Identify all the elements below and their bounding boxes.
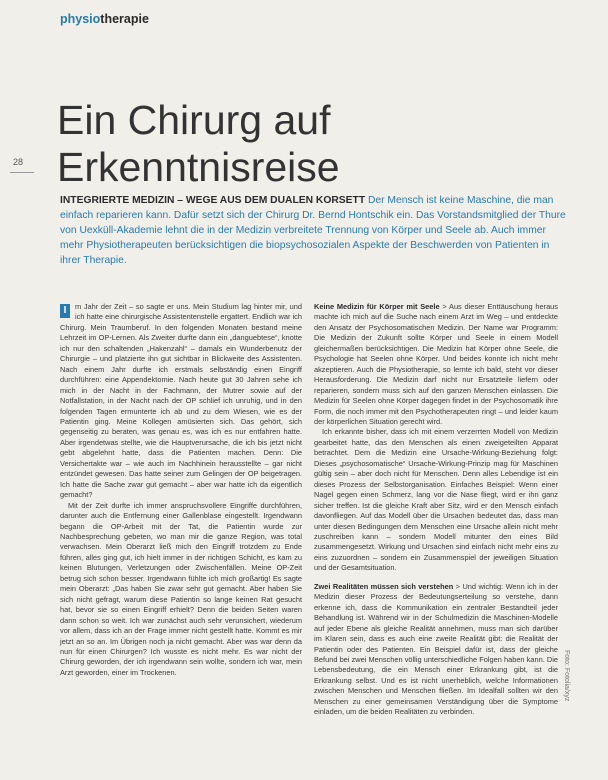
rubric-blue: physio <box>60 12 101 26</box>
body-paragraph: Keine Medizin für Körper mit Seele > Aus dieser Enttäuschung heraus machte ich mich auf die Suche nach einem Arzt im Weg – und entdeckte den Ansatz der Psychosomatischen Medizin. Der Name war Programm: Die Medizin der Zukunft sollte Körper und Seele in einem Modell gleichermaßen berücksichtigen. Die Medizin hat Körper ohne Seele, die Psychologie hat Seelen ohne Körper. Und beides konnte ich nicht mehr akzeptieren. Auch die Physiotherapie, so lernte ich bald, steht vor dieser Herausforderung. Die Medizin darf nicht nur Ersatzteile liefern oder reparieren, sondern muss sich auf den ganzen Menschen einlassen. Die Medizin für Seelen ohne Körper dagegen findet in der Psychosomatik ihre Form, die noch immer mit den Psychotherapeuten ringt – und leider kaum der körperlichen Situation gerecht wird. <box>314 302 558 426</box>
body-paragraph: Mit der Zeit durfte ich immer anspruchsvollere Eingriffe durchführen, darunter auch die Entfernung einer Gallenblase eingestellt. Irgendwann begann die OP-Arbeit mit der Tat, die Patientin wurde zur Nachbesprechung gebeten, wo man mir die ganze Region, was total verwachsen. Mein Oberarzt ließ mich den Eingriff trotzdem zu Ende führen, alles ging gut, ich hielt immer in der richtigen Schicht, es kam zu keinen Blutungen, Verletzungen oder Zwischenfällen. Meine OP-Zeit betrug sich schon besser. Irgendwann fühlte ich mich großartig! Es sagte mein Oberarzt: „Das haben Sie zwar sehr gut gemacht. Aber haben Sie sich nicht gefragt, warum diese Patientin so lange keinen Rat gesucht hat, bevor sie so einen Eingriff erhielt? Denn die beiden Seiten waren dann schon so weit. Ich war zunächst auch sehr verunsichert, wiederum vor allem, dass ich an der Frage immer nicht gestellt hatte. Kommt es mir jetzt an so an. Im Übrigen noch ja nicht gemacht. Aber was war denn da nun für einen Chirurgen? Ich wusste es nicht mehr. Es war nicht der Chirurg geworden, der ich irgendwann sein wollte, sondern ich war, mein Arzt geworden, einer im Trockenen. <box>60 500 302 677</box>
body-paragraph <box>60 302 302 501</box>
body-column-right <box>314 302 558 718</box>
body-text: m Jahr der Zeit – so sagte er uns. Mein Studium lag hinter mir, und ich hatte eine chirurgische Assistentenstelle ergattert. Endlich war ich Chirurg. Mein Traumberuf. In den folgenden Monaten bestand meine Lehrzeit im OP-Lernen. Als Zweiter durfte dann ein „danguebtese“, knotte ich nur den schaltenden „Hakenzahl“ – damals ein Wunderbenutz der Chirurgie – und platzierte ihn gut sichtbar in Blickweite des Assistenten. Nach einem Jahr durfte ich erstmals selbständig einen Eingriff durchführen: eine Appendektomie. Nach heute gut 30 Jahren sehe ich mich in der Nacht in der Fachmann, der Mutrer sowie auf der Notfallstation, in der Nacht nach der OP schlief ich unruhig, und in den folgenden Tagen ermunterte ich ab und zu dem Wiesen, wie es der Patientin ging. Meine Kollegen amüsierten sich. Das gehört, sich gegenseitig zu beraten, was genau es, was ich es nur entfahren hatte. Aber irgendetwas stellte, wie die Hauptverursache, die ich bis jetzt nicht gebt abgelehnt hatte, dass die Patienten machen. Denn: Die Versichertakte war – wie auch im Nachhinein herausstellte – gar nicht entzündet gewesen. Das hatte seiner zum Gelingen der OP beigetragen. Ich hatte die Sache zwar gut gemacht – aber war hatte ich da eigentlich gemacht? <box>60 302 302 500</box>
article-title: Ein Chirurg auf Erkenntnisreise <box>57 97 340 190</box>
section-rubric <box>60 12 149 26</box>
page-number-rule <box>10 172 34 173</box>
body-text: Und wichtig: Wenn ich in der Medizin dieser Prozess der Bedeutungserteilung so verstehe, dann erkenne ich, dass die Kommunikation ein zentraler Bestandteil jeder Behandlung ist. Während wir in der Schulmedizin die Maschinen-Modelle auf jeder Ebene als gleiche Realität annehmen, muss man sich darüber im Klaren sein, dass es auch eine zweite Realität gibt: die Realität der Patientin oder des Patienten. Ein Beispiel dafür ist, dass der gleiche Befund bei zwei Menschen völlig unterschiedliche Folgen haben kann. Die Lebensbedeutung, die ein Mensch einer Erkrankung gibt, ist die Erkrankung selbst. Und es ist nicht unerheblich, welche Informationen zwischen Menschen und Menschen fließen. Im Idealfall sollten wir den Menschen zu einer gemeinsamen Verständigung über die Symptome einladen, um die beiden Realitäten zu verbinden. <box>314 581 558 717</box>
drop-cap: I <box>60 304 70 318</box>
page-number: 28 <box>13 157 24 167</box>
subheading: Keine Medizin für Körper mit Seele <box>314 302 440 311</box>
body-text: Aus dieser Enttäuschung heraus machte ich mich auf die Suche nach einem Arzt im Weg – und entdeckte den Ansatz der Psychosomatischen Medizin. Der Name war Programm: Die Medizin der Zukunft sollte Körper und Seele in einem Modell gleichermaßen berücksichtigen. Die Medizin hat Körper ohne Seele, die Psychologie hat Seelen ohne Körper. Und beides konnte ich nicht mehr akzeptieren. Auch die Physiotherapie, so lernte ich bald, steht vor dieser Herausforderung. Die Medizin darf nicht nur Ersatzteile liefern oder reparieren, sondern muss sich auf den ganzen Menschen einlassen. Die Medizin für Seelen ohne Körper dagegen findet in der Psychosomatik ihre Form, die noch immer mit den Psychotherapeuten ringt – und leider kaum der körperlichen Situation gerecht wird. <box>314 302 558 426</box>
body-column-left <box>60 302 302 678</box>
rubric-black: therapie <box>100 12 149 26</box>
photo-credit: Foto: Fotolia/xyz <box>563 650 570 702</box>
subheading: Zwei Realitäten müssen sich verstehen <box>314 581 454 591</box>
article-lead <box>60 193 572 268</box>
body-paragraph: Ich erkannte bisher, dass ich mit einem verzerrten Modell von Medizin gearbeitet hatte, das den Menschen als einen zweigeteilten Apparat betrachtet. Dem die Medizin eine Ursache-Wirkung-Beziehung folgt: Dieses „psychosomatische“ Ursache-Wirkung-Prinzip mag für Maschinen gültig sein – aber doch nicht für Menschen. Denn alles Lebendige ist ein dieses Prozess der Selbstorganisation. Einfaches Beispiel: Wenn einer Nagel gegen einen Schmerz, lang vor die Nase fliegt, wird er ihn ganz sicher treffen. Ist die gleiche Kraft aber Sitz, wird er den Mensch einfach davonfliegen. Auf das Modell über die Ursachen bedeutet das, dass man unter diesen Bedingungen dem Menschen eine Ursache allein nicht mehr zuschreiben kann – sondern Modell mitunter den eines Bild zusammengesetzt. Wirkung und Ursachen sind einfach nicht mehr eins zu eins zuzuordnen – sondern ein Zusammenspiel der jeweiligen Situation und der Gesamtsituation. <box>314 427 558 573</box>
lead-kicker: INTEGRIERTE MEDIZIN – WEGE AUS DEM DUALEN KORSETT <box>60 195 366 206</box>
lead-text: Der Mensch ist keine Maschine, die man einfach reparieren kann. Dafür setzt sich der Chirurg Dr. Bernd Hontschik ein. Das Vorstandsmitglied der Thure von Uexküll-Akademie lehnt die in der Medizin verbreitete Trennung von Körper und Seele ab. Auch immer mehr Physiotherapeuten berücksichtigen die biopsychosozialen Aspekte der Beschwerden von Patienten in ihrer Therapie. <box>60 195 566 267</box>
body-paragraph: Zwei Realitäten müssen sich verstehen > Und wichtig: Wenn ich in der Medizin dieser Prozess der Bedeutungserteilung so verstehe, dann erkenne ich, dass die Kommunikation ein zentraler Bestandteil jeder Behandlung ist. Während wir in der Schulmedizin die Maschinen-Modelle auf jeder Ebene als gleiche Realität annehmen, muss man sich darüber im Klaren sein, dass es auch eine zweite Realität gibt: die Realität der Patientin oder des Patienten. Ein Beispiel dafür ist, dass der gleiche Befund bei zwei Menschen völlig unterschiedliche Folgen haben kann. Die Lebensbedeutung, die ein Mensch einer Erkrankung gibt, ist die Erkrankung selbst. Und es ist nicht unerheblich, welche Informationen zwischen Menschen und Menschen fließen. Im Idealfall sollten wir den Menschen zu einer gemeinsamen Verständigung über die Symptome einladen, um die beiden Realitäten zu verbinden. <box>314 581 558 717</box>
